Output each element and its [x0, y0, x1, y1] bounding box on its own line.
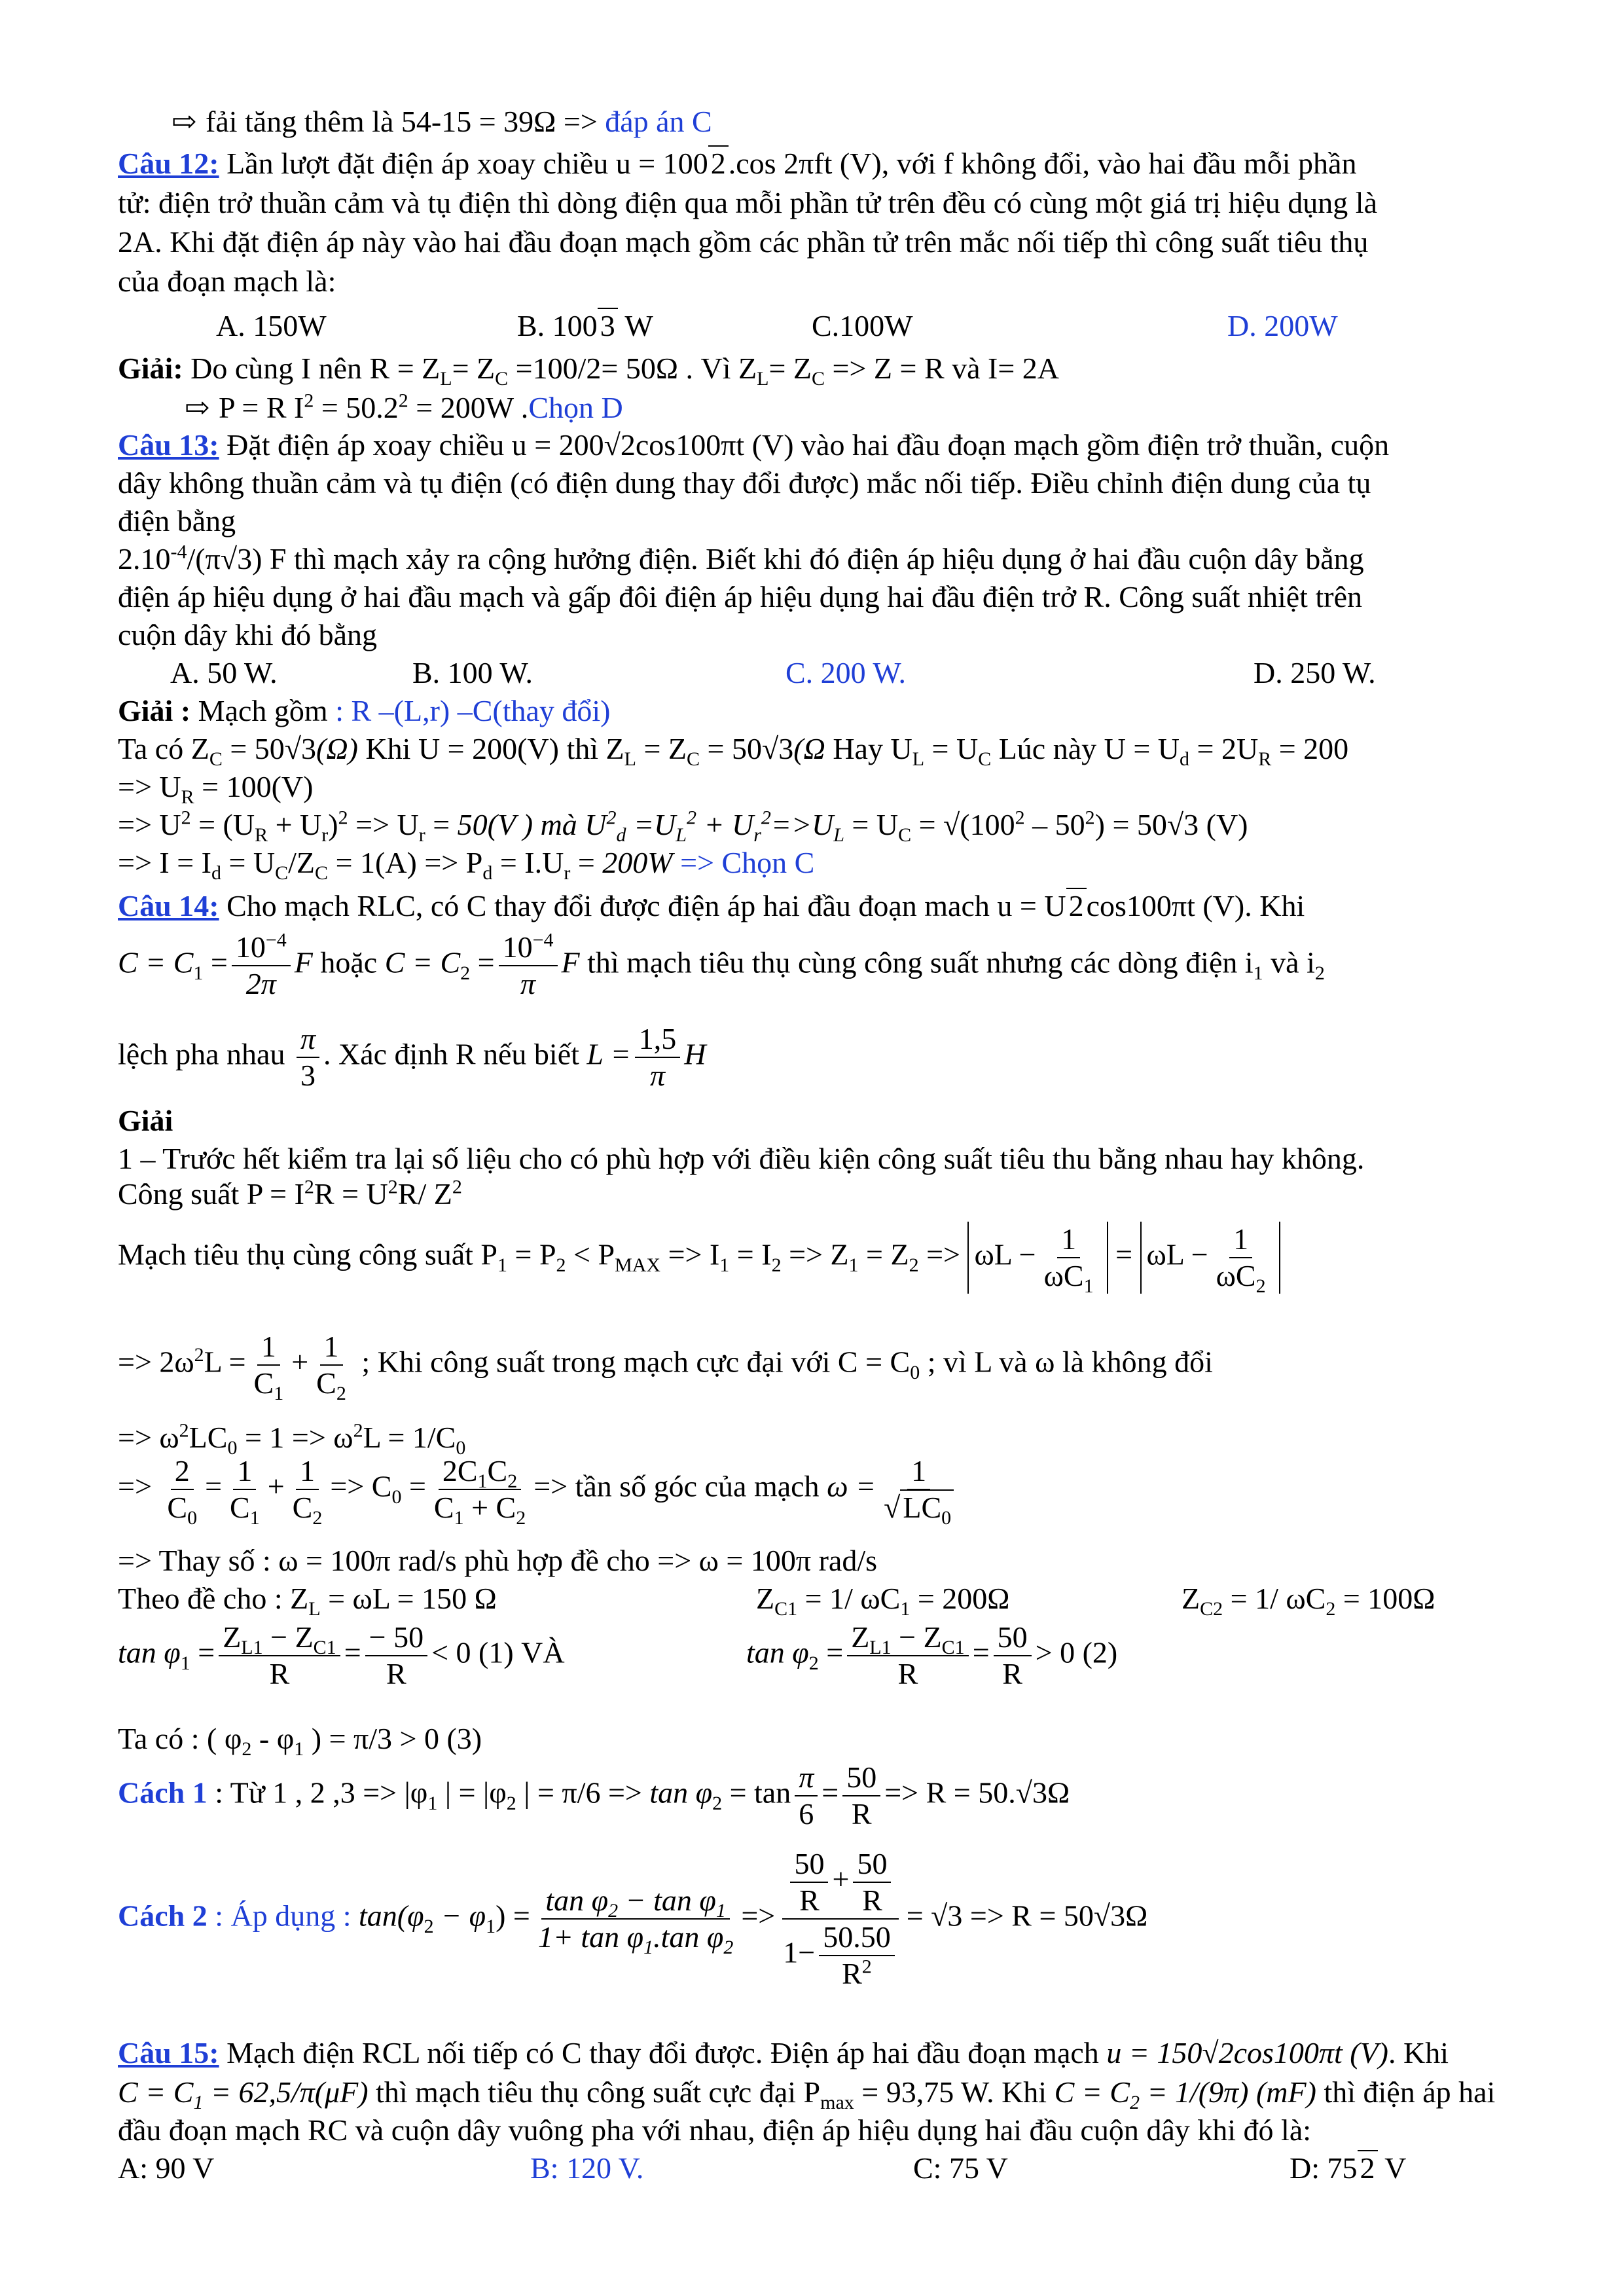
q13-option-d: D. 250 W. [1254, 656, 1376, 689]
q13-solution-3: => $U^2 = (U_R + U_r)^2 => U_r = 50(V$ ) mà $U^2_d =U_L^2 + U_r^2=>U_L = U_C = √(100^2 - 50^2) = 50√3$ (V) [118, 807, 1248, 847]
q15-line2: $C = C_1 = 62,5/\pi(\mu F)$ thì mạch tiêu thụ công suất cực đại $P_{max} = 93,75$ W. Khi $C = C_2 = 1/(9\pi)$ (mF) thì điện áp hai [118, 2075, 1496, 2114]
q13-solution-head: Giải : Mạch gồm : R –(L,r) –C(thay đổi) [118, 694, 611, 727]
q14-step-1: 1 – Trước hết kiểm tra lại số liệu cho có phù hợp với điều kiện công suất tiêu thu bằng nhau hay không. [118, 1142, 1365, 1175]
q14-step-10: Ta có : ( $\varphi_2 - \varphi_1$ ) = π/3 > 0 (3) [118, 1722, 482, 1760]
q13-line5: điện áp hiệu dụng ở hai đầu mạch và gấp đôi điện áp hiệu dụng hai đầu điện trở R. Công suất nhiệt trên [118, 580, 1362, 613]
q15-option-b: B: 120 V. [530, 2151, 644, 2185]
q12-solution-1: Giải: Do cùng I nên $R = Z_L= Z_C =100/2= 50\Omega$ . Vì $Z_L= Z_C => Z = R$ và I= 2A [118, 352, 1060, 390]
q12-solution-2: ⇨ P = R $I^2 = 50.2^2 = 200W$ .Chọn D [185, 390, 623, 426]
q14-line3: lệch pha nhau $\frac{\pi}{3}$ . Xác định R nếu biết L = $\frac{1,5}{\pi}$ H [118, 1022, 706, 1092]
q14-method-2: Cách 2 : Áp dụng : $\tan(\varphi_2 - \varphi_1)$ = $\frac{\tan \varphi_2 - \tan \varphi_1}{1+ \tan \varphi_1.\tan \varphi_2}$ => $\frac{50}{R}$ + $\frac{50}{R}$ 1− $\frac{50.50}{R^2}$ = √3 => R = 50√3Ω [118, 1847, 1148, 1990]
q13-line4: $2.10^{-4}/(\pi√3)$ F thì mạch xảy ra cộng hưởng điện. Biết khi đó điện áp hiệu dụng ở hai đầu cuộn dây bằng [118, 541, 1364, 575]
arrow-icon: ⇨ [185, 391, 210, 424]
q14-step-9: $\tan \varphi_1$ = $\frac{Z_{L1} - Z_{C1}}{R}$ = $\frac{- 50}{R}$ < 0 (1) VÀ $\tan \varphi_2$ = $\frac{Z_{L1} - Z_{C1}}{R}$ = $\frac{50}{R}$ > 0 (2) [118, 1620, 1118, 1690]
q14-step-3: Mạch tiêu thụ cùng công suất $P_1 = P_2 < P_{MAX} => I_1 = I_2 => Z_1 = Z_2 => \omega L$ − $\frac{1}{\omega C_1}$ = ωL − $\frac{1}{\omega C_2}$ [118, 1222, 1280, 1294]
q14-line1: Câu 14: Cho mạch RLC, có C thay đổi được điện áp hai đầu đoạn mach u = U2cos100πt (V). Khi [118, 889, 1305, 922]
q14-step-4: => $2\omega^2L$ = $\frac{1}{C_1}$ + $\frac{1}{C_2}$ ; Khi công suất trong mạch cực đại với $C = C_0$ ; vì L và ω là không đổi [118, 1330, 1213, 1405]
arrow-icon: ⇨ [171, 105, 197, 138]
q13-option-b: B. 100 W. [412, 656, 533, 689]
q15-option-d: D: 752 V [1290, 2151, 1407, 2185]
q15-option-a: A: 90 V [118, 2151, 215, 2185]
q15-line3: đầu đoạn mạch RC và cuộn dây vuông pha với nhau, điện áp hiệu dụng hai đầu cuộn dây khi đó là: [118, 2113, 1312, 2147]
q14-line2: $C = C_1$ = $\frac{10^{-4}}{2\pi}$ F hoặc $C = C_2$ = $\frac{10^{-4}}{\pi}$ F thì mạch tiêu thụ cùng công suất nhưng các dòng điện $i_1$ và $i_2$ [118, 929, 1325, 1000]
q13-solution-2: => $U_R = 100(V)$ [118, 770, 314, 809]
q12-line1: Câu 12: Lần lượt đặt điện áp xoay chiều u = 1002.cos 2πft (V), với f không đổi, vào hai đầu mỗi phần [118, 147, 1357, 180]
q13-solution-1: Ta có $Z_C = 50√3(\Omega)$ Khi U = 200(V) thì $Z_L = Z_C = 50√3(\Omega$ Hay $U_L = U_C$ Lúc này $U = U_d = 2U_R = 200$ [118, 732, 1349, 771]
q13-line6: cuộn dây khi đó bằng [118, 618, 378, 651]
q12-option-a: A. 150W [216, 309, 327, 342]
q13-option-c: C. 200 W. [785, 656, 907, 689]
q12-line3: 2A. Khi đặt điện áp này vào hai đầu đoạn mạch gồm các phần tử trên mắc nối tiếp thì công suất tiêu thụ [118, 225, 1369, 259]
q14-step-8: Theo đề cho : $Z_L = \omega L = 150$ Ω $Z_{C1} = 1/$ $\omega C_1 = 200\Omega$ $Z_{C2} = 1/$ $\omega C_2 = 100\Omega$ [118, 1582, 1435, 1620]
q12-option-b: B. 1003 W [517, 309, 653, 342]
q14-step-7: => Thay số : ω = 100π rad/s phù hợp đề cho => ω = 100π rad/s [118, 1544, 878, 1577]
q12-option-d: D. 200W [1227, 309, 1338, 342]
q13-solution-4: => $I = I_d = U_C/Z_C = 1(A) => P_d = I.U_r = 200W$ => Chọn C [118, 846, 815, 884]
q13-line1: Câu 13: Đặt điện áp xoay chiều u = 200√2cos100πt (V) vào hai đầu đoạn mạch gồm điện trở thuần, cuộn [118, 428, 1390, 462]
q14-solution-title: Giải [118, 1104, 173, 1137]
q12-option-c: C.100W [812, 309, 913, 342]
q13-line2: dây không thuần cảm và tụ điện (có điện dung thay đổi được) mắc nối tiếp. Điều chỉnh điện dung của tụ [118, 466, 1371, 500]
q13-line3: điện bằng [118, 504, 236, 538]
q14-step-5: => $\omega^2LC_0 = 1 => \omega^2L = 1/C_0$ [118, 1419, 466, 1459]
q13-option-a: A. 50 W. [170, 656, 278, 689]
q14-step-6: => $\frac{2}{C_0}$ = $\frac{1}{C_1}$ + $\frac{1}{C_2}$ => $C_0$ = $\frac{2C_1C_2}{C_1 + C_2}$ => tần số góc của mạch ω = $\frac{1}{√LC_0}$ [118, 1453, 962, 1525]
q15-option-c: C: 75 V [913, 2151, 1008, 2185]
q12-line2: tử: điện trở thuần cảm và tụ điện thì dòng điện qua mỗi phần tử trên đều có cùng một giá trị hiệu dụng là [118, 186, 1377, 219]
q15-line1: Câu 15: Mạch điện RCL nối tiếp có C thay đổi được. Điện áp hai đầu đoạn mạch u = 150√2cos100πt (V). Khi [118, 2036, 1449, 2069]
q14-step-2: Công suất $P = I^2R = U^2R/$ $Z^2$ [118, 1176, 462, 1211]
answer-line-prev: ⇨ fải tăng thêm là 54-15 = 39Ω => đáp án C [171, 103, 712, 140]
q14-method-1: Cách 1 : Từ 1 , 2 $,3 => |\varphi_1$ | = $|\varphi_2$ | = $\pi/6 => \tan \varphi_2 = \tan$ $\frac{\pi}{6}$ = $\frac{50}{R}$ => R = 50.√3Ω [118, 1760, 1070, 1831]
q12-line4: của đoạn mạch là: [118, 264, 336, 298]
